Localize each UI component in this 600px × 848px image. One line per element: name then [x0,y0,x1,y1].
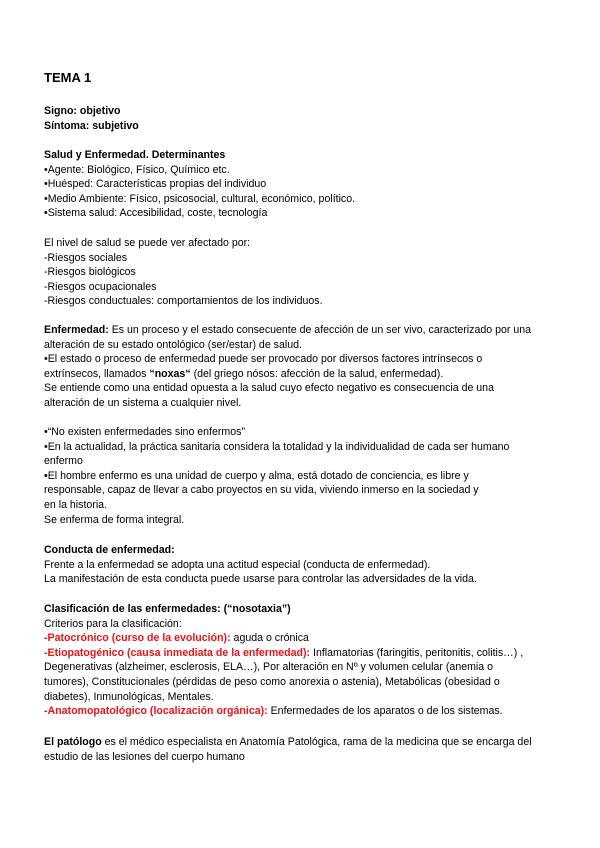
conducta-section [44,543,564,587]
salud-heading: Salud y Enfermedad. Determinantes [44,149,226,161]
anatomopatologico-text: Enfermedades de los aparatos o de los sistemas. [267,705,503,718]
patocronico-text: aguda o crónica [230,632,309,645]
enfermos-item: enfermo [44,455,83,468]
etiopatogenico-line3: tumores), Constitucionales (pérdidas de peso como anorexia o astenia), Metabólicas (obesidad o [44,675,500,688]
enfermedad-p2-line2 [44,367,564,382]
enfermos-section [44,425,564,527]
p2-text-a: extrínsecos, llamados [44,367,150,380]
riesgos-section [44,236,564,309]
signo-line: Signo: objetivo [44,105,121,117]
anatomopatologico-label: -Anatomopatológico (localización orgánica): [44,705,268,718]
sintoma-line: Síntoma: subjetivo [44,119,139,132]
clasificacion-heading: Clasificación de las enfermedades: (“nosotaxia”) [44,603,291,615]
enfermedad-p3-line2: alteración de un sistema a cualquier nivel. [44,396,242,409]
riesgos-intro: El nivel de salud se puede ver afectado por: [44,237,251,249]
enfermos-item: •El hombre enfermo es una unidad de cuerpo y alma, está dotado de conciencia, es libre y [44,469,469,482]
patocronico-line [44,631,564,646]
riesgos-item: -Riesgos biológicos [44,266,136,279]
enfermos-item: responsable, capaz de llevar a cabo proyectos en su vida, viviendo inmerso en la sociedad y [44,484,479,497]
patologo-text: es el médico especialista en Anatomía Patológica, rama de la medicina que se encarga del [101,736,532,748]
conducta-item: La manifestación de esta conducta puede usarse para controlar las adversidades de la vida. [44,573,477,586]
page-title: TEMA 1 [44,70,92,85]
clasificacion-section [44,602,564,719]
patologo-line2: estudio de las lesiones del cuerpo humano [44,750,245,763]
riesgos-item: -Riesgos sociales [44,251,128,264]
enfermedad-term: Enfermedad: [44,324,109,336]
etiopatogenico-label: -Etiopatogénico (causa inmediata de la enfermedad): [44,646,311,659]
patologo-term: El patólogo [44,736,102,748]
salud-item: •Agente: Biológico, Físico, Químico etc. [44,163,230,176]
salud-item: •Medio Ambiente: Físico, psicosocial, cultural, económico, político. [44,192,356,205]
riesgos-item: -Riesgos ocupacionales [44,280,157,293]
p2-text-b: (del griego nósos: afección de la salud, enfermedad). [190,367,444,380]
salud-section [44,148,564,221]
enfermedad-def-line2: alteración de su estado ontológico (ser/estar) de salud. [44,338,302,351]
enfermos-item: en la historia. [44,498,108,511]
enfermedad-def-text: Es un proceso y el estado consecuente de afección de un ser vivo, caracterizado por una [108,324,532,336]
etiopatogenico-line [44,646,564,661]
enfermos-item: Se enferma de forma integral. [44,513,185,526]
enfermedad-def-line1 [44,323,564,338]
patologo-line1 [44,735,564,750]
enfermedad-section [44,323,564,411]
salud-item: •Sistema salud: Accesibilidad, coste, tecnología [44,207,268,220]
salud-item: •Huésped: Características propias del individuo [44,178,267,191]
enfermedad-p2-line1: •El estado o proceso de enfermedad puede ser provocado por diversos factores intrínsecos o [44,353,483,366]
criterios-line: Criterios para la clasificación: [44,617,182,630]
etiopatogenico-line4: diabetes), Inmunológicas, Mentales. [44,690,214,703]
etiopatogenico-text: Inflamatorias (faringitis, peritonitis, colitis…) , [310,646,524,659]
patocronico-label: -Patocrónico (curso de la evolución): [44,632,231,645]
conducta-heading: Conducta de enfermedad: [44,544,175,556]
signo-sintoma [44,104,564,133]
etiopatogenico-line2: Degenerativas (alzheimer, esclerosis, ELA…), Por alteración en Nº y volumen celular (anemia o [44,661,494,674]
patologo-section [44,735,564,764]
enfermedad-p3-line1: Se entiende como una entidad opuesta a la salud cuyo efecto negativo es consecuencia de una [44,382,494,395]
noxas-term: “noxas“ [149,367,191,380]
enfermos-item: •“No existen enfermedades sino enfermos” [44,426,245,438]
anatomopatologico-line [44,704,564,719]
enfermos-item: •En la actualidad, la práctica sanitaria considera la totalidad y la individualidad de cada ser humano [44,440,510,453]
conducta-item: Frente a la enfermedad se adopta una actitud especial (conducta de enfermedad). [44,558,431,571]
riesgos-item: -Riesgos conductuales: comportamientos de los individuos. [44,295,323,308]
